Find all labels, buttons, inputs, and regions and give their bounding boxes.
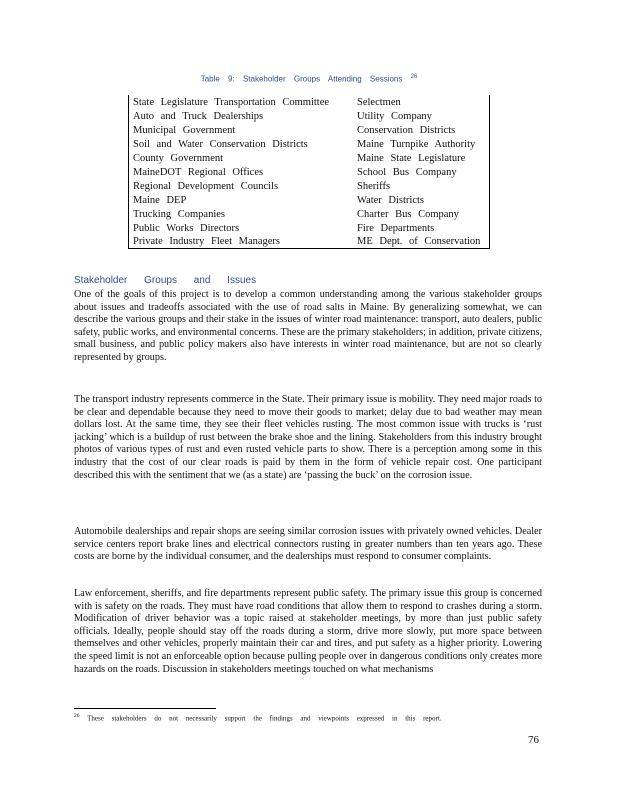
table-cell-left: Soil and Water Conservation Districts [133, 139, 308, 150]
footnote-text: These stakeholders do not necessarily support the findings and viewpoints expressed in this report. [87, 714, 442, 723]
table-row [133, 180, 485, 194]
table-cell-right: Charter Bus Company [357, 209, 459, 220]
table-cell-left: MaineDOT Regional Offices [133, 167, 264, 178]
table-row [133, 110, 485, 124]
table-row [133, 222, 485, 236]
footnote-number: 26 [74, 713, 80, 719]
table-cell-left: Municipal Government [133, 125, 236, 136]
table-cell-left: Public Works Directors [133, 223, 240, 234]
table-row [133, 124, 485, 138]
section-heading: Stakeholder Groups and Issues [74, 275, 257, 286]
table-row [133, 208, 485, 222]
body-paragraph: Law enforcement, sheriffs, and fire departments represent public safety. The primary issue this group is concerned with is safety on the roads. They must have road conditions that allow them to respond to crashes during a storm. Modification of driver behavior was a topic raised at stakeholder meetings, by more than just public safety officials. Ideally, people should stay off the roads during a storm, drive more slowly, put more space between themselves and other vehicles, properly maintain their car and tires, and put safety as a higher priority. Lowering the speed limit is not an enforceable option because pulling people over in dangerous conditions only creates more hazards on the roads. Discussion in stakeholders meetings touched on what mechanisms [74, 588, 542, 675]
table-row [133, 138, 485, 152]
table-cell-right: Sheriffs [357, 181, 391, 192]
table-cell-right: Utility Company [357, 111, 432, 122]
table-cell-right: Conservation Districts [357, 125, 456, 136]
table-cell-right: Selectmen [357, 97, 401, 108]
table-cell-right: Fire Departments [357, 223, 435, 234]
table-caption-footnote-ref: 26 [410, 74, 418, 80]
table-cell-right: School Bus Company [357, 167, 457, 178]
table-cell-right: Maine State Legislature [357, 153, 466, 164]
body-paragraph: The transport industry represents commerce in the State. Their primary issue is mobility. They need major roads to be clear and dependable because they need to move their goods to market; delay due to bad weather may mean dollars lost. At the same time, they see their fleet vehicles rusting. The most common issue with trucks is ‘rust jacking’ which is a buildup of rust between the brake shoe and the lining. Stakeholders from this industry brought photos of various types of rust and even rusted vehicle parts to show. There is a perception among some in this industry that the cost of our clear roads is paid by them in the form of vehicle repair cost. One participant described this with the sentiment that we (as a state) are ‘passing the buck’ on the corrosion issue. [74, 394, 542, 481]
body-paragraph: Automobile dealerships and repair shops are seeing similar corrosion issues with privately owned vehicles. Dealer service centers report brake lines and electrical connectors rusting in greater numbers than ten years ago. These costs are borne by the individual consumer, and the dealerships must respond to consumer complaints. [74, 526, 542, 563]
table-cell-left: Trucking Companies [133, 209, 225, 220]
table-row [133, 96, 485, 110]
stakeholder-table [128, 95, 490, 249]
body-paragraph: One of the goals of this project is to develop a common understanding among the various stakeholder groups about issues and tradeoffs associated with the use of road salts in Maine. By generalizing somewhat, we can describe the various groups and their stake in the issues of winter road maintenance: transport, auto dealers, public safety, public works, and environmental concerns. These are the primary stakeholders; in addition, private citizens, small business, and public policy makers also have interests in winter road maintenance, but are not so clearly represented by groups. [74, 289, 542, 363]
table-cell-left: Private Industry Fleet Managers [133, 236, 281, 247]
footnote-divider [74, 708, 216, 709]
table-cell-left: Auto and Truck Dealerships [133, 111, 264, 122]
table-cell-right: ME Dept. of Conservation [357, 236, 481, 247]
page-number: 76 [528, 734, 539, 746]
table-row [133, 166, 485, 180]
table-cell-left: State Legislature Transportation Committee [133, 97, 330, 108]
table-cell-left: County Government [133, 153, 224, 164]
table-caption [0, 74, 618, 84]
table-cell-left: Regional Development Councils [133, 181, 279, 192]
table-row [133, 194, 485, 208]
table-caption-label: Table 9: Stakeholder Groups Attending Sessions [200, 74, 403, 84]
footnote [74, 713, 442, 722]
table-cell-right: Water Districts [357, 195, 425, 206]
table-row [133, 235, 485, 249]
table-cell-right: Maine Turnpike Authority [357, 139, 476, 150]
table-cell-left: Maine DEP [133, 195, 187, 206]
table-row [133, 152, 485, 166]
